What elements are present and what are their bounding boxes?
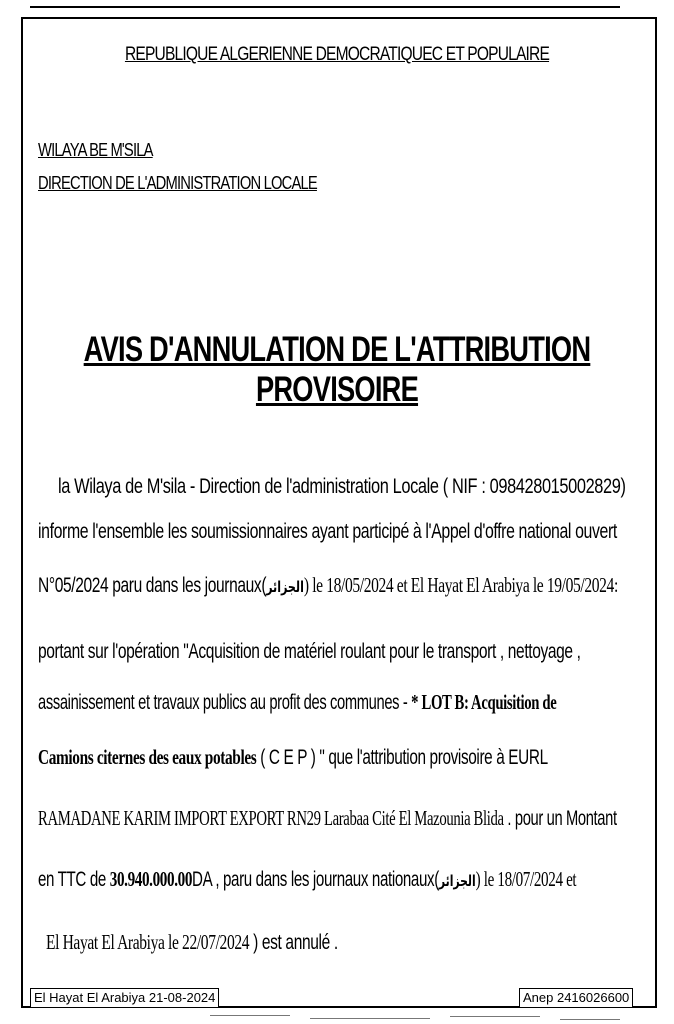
scan-artifact <box>210 1015 290 1016</box>
body-text: en TTC de <box>38 868 110 891</box>
wilaya-name: WILAYA BE M'SILA <box>38 140 153 160</box>
body-line-3 <box>38 573 618 598</box>
body-text: portant sur l'opération "Acquisition de matériel roulant pour le transport , nettoyage , <box>38 640 581 663</box>
body-text: El Hayat El Arabiya le 22/07/2024 <box>46 930 250 954</box>
arabic-newspaper-name: الجزائر <box>266 578 304 596</box>
company-address: Larabaa Cité El Mazounia Blida <box>323 806 504 830</box>
body-line-5 <box>38 690 556 715</box>
body-text: N°05/2024 paru dans les journaux( <box>38 574 267 597</box>
notice-title: AVIS D'ANNULATION DE L'ATTRIBUTION PROVISOIRE <box>83 330 591 409</box>
body-text: . pour un Montant <box>503 807 617 830</box>
body-text: assainissement et travaux publics au profit des communes - <box>38 691 412 714</box>
top-rule <box>30 6 620 8</box>
republic-header: REPUBLIQUE ALGERIENNE DEMOCRATIQUEC ET POPULAIRE <box>124 44 550 65</box>
anep-reference: Anep 2416026600 <box>519 988 633 1008</box>
lot-label: * LOT B: Acquisition de <box>411 690 557 714</box>
body-line-7 <box>38 806 617 831</box>
body-line-8 <box>38 867 576 892</box>
body-text: ) le 18/05/2024 et El Hayat El Arabiya le 19/05/2024: <box>303 573 618 597</box>
body-line-1 <box>58 475 626 499</box>
body-line-2 <box>38 520 617 544</box>
scan-artifact <box>560 1019 620 1020</box>
body-line-4 <box>38 640 581 664</box>
body-text: ) est annulé . <box>249 931 338 954</box>
amount-value: 30.940.000.00 <box>109 867 193 891</box>
scan-artifact <box>310 1018 430 1019</box>
body-text: informe l'ensemble les soumissionnaires ayant participé à l'Appel d'offre national ouvert <box>38 520 617 543</box>
publication-stamp: El Hayat El Arabiya 21-08-2024 <box>30 988 219 1008</box>
body-line-9 <box>46 930 338 955</box>
body-text: ( C E P ) " que l'attribution provisoire à EURL <box>256 746 548 769</box>
arabic-newspaper-name: الجزائر <box>438 872 476 890</box>
body-text: DA , paru dans les journaux nationaux( <box>192 868 439 891</box>
notice-frame <box>21 17 657 1007</box>
body-text: la Wilaya de M'sila - Direction de l'administration Locale ( NIF : 098428015002829) <box>58 475 626 498</box>
scan-artifact <box>450 1016 540 1017</box>
lot-description: Camions citernes des eaux potables <box>38 745 257 769</box>
company-name: RAMADANE KARIM IMPORT EXPORT RN29 <box>38 806 324 830</box>
body-line-6 <box>38 745 548 770</box>
direction-name: DIRECTION DE L'ADMINISTRATION LOCALE <box>38 173 317 193</box>
body-text: ) le 18/07/2024 et <box>475 867 577 891</box>
